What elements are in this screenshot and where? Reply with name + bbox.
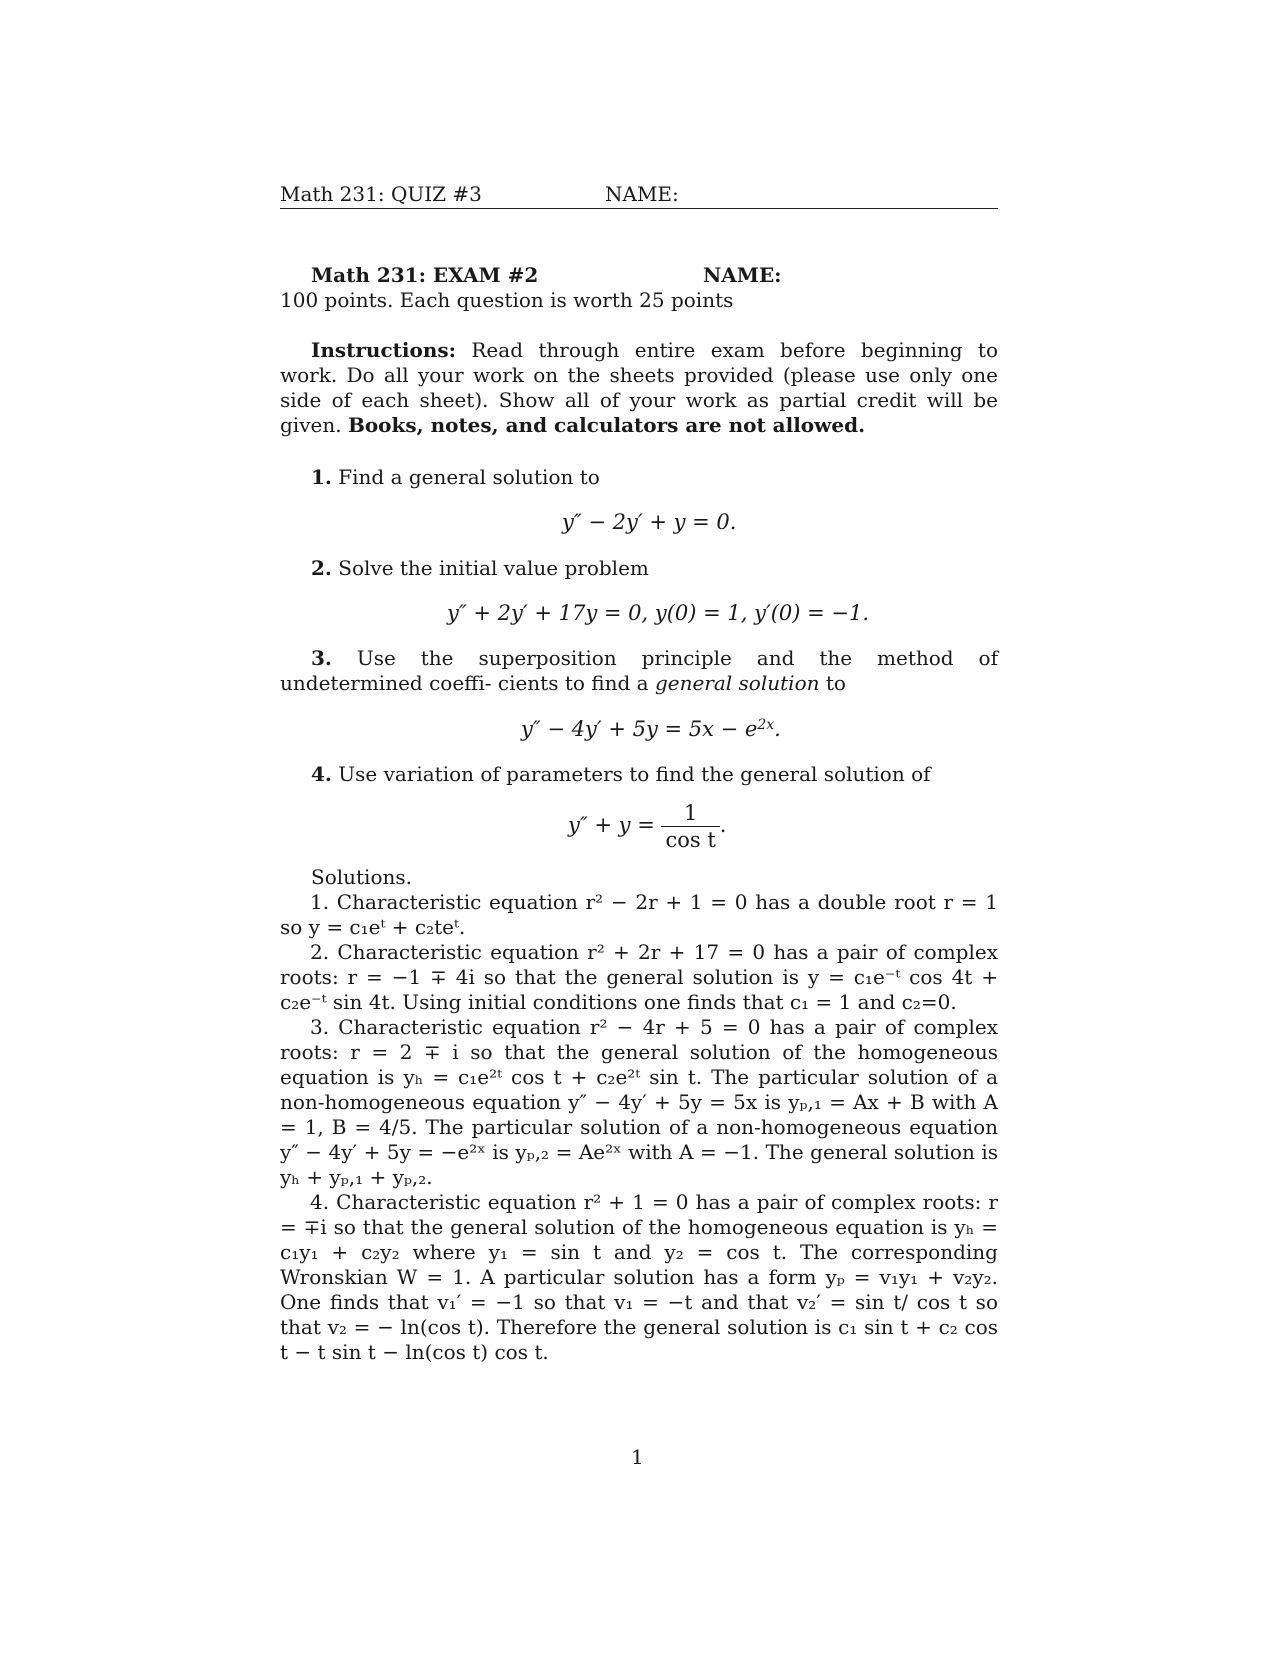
- question-3: 3. Use the superposition principle and the method of undetermined coeffi- cients to find a general solution to: [280, 646, 998, 695]
- exam-name-label: NAME:: [703, 263, 782, 287]
- solution-3: 3. Characteristic equation r² − 4r + 5 = 0 has a pair of complex roots: r = 2 ∓ i so that the general solution of the homogeneous equation is yₕ = c₁e²ᵗ cos t + c₂e²ᵗ sin t. The particular solution of a non-homogeneous equation y″ − 4y′ + 5y = 5x is yₚ,₁ = Ax + B with A = 1, B = 4/5. The particular solution of a non-homogeneous equation y″ − 4y′ + 5y = −e²ˣ is yₚ,₂ = Ae²ˣ with A = −1. The general solution is yₕ + yₚ,₁ + yₚ,₂.: [280, 1015, 998, 1189]
- question-4: 4. Use variation of parameters to find the general solution of: [311, 762, 931, 786]
- fraction-numerator: 1: [683, 801, 698, 825]
- equation-2: y″ + 2y′ + 17y = 0, y(0) = 1, y′(0) = −1.: [447, 601, 870, 625]
- equation-1: y″ − 2y′ + y = 0.: [562, 510, 737, 534]
- instructions-bold: Books, notes, and calculators are not allowed.: [347, 413, 866, 437]
- instructions-text: Read through entire exam before beginning to work. Do all your work on the sheets provided (please use only one side of each sheet). Show all of your work as partial credit will be given.: [280, 338, 998, 437]
- exam-title: Math 231: EXAM #2: [311, 263, 539, 287]
- solution-4: 4. Characteristic equation r² + 1 = 0 has a pair of complex roots: r = ∓i so that the general solution of the homogeneous equation is yₕ = c₁y₁ + c₂y₂ where y₁ = sin t and y₂ = cos t. The corresponding Wronskian W = 1. A particular solution has a form yₚ = v₁y₁ + v₂y₂. One finds that v₁′ = −1 so that v₁ = −t and that v₂′ = sin t/ cos t so that v₂ = − ln(cos t). Therefore the general solution is c₁ sin t + c₂ cos t − t sin t − ln(cos t) cos t.: [280, 1190, 998, 1364]
- equation-4: [568, 800, 726, 853]
- instructions-label: Instructions:: [311, 338, 457, 362]
- question-number: 2: [311, 556, 325, 580]
- header-name-label: NAME:: [605, 182, 679, 206]
- equation-3: $y'' - 4y' + 5y = 5x - e^{2x}$.: [521, 717, 781, 741]
- page-number: 1: [631, 1445, 644, 1469]
- exam-points: 100 points. Each question is worth 25 points: [280, 288, 734, 312]
- solutions: [280, 865, 998, 1365]
- question-number: 4: [311, 762, 325, 786]
- solution-1: 1. Characteristic equation r² − 2r + 1 = 0 has a double root r = 1 so y = c₁eᵗ + c₂teᵗ.: [280, 890, 998, 939]
- question-2: 2. Solve the initial value problem: [311, 556, 649, 580]
- header-rule: [280, 208, 998, 209]
- header-course: Math 231: QUIZ #3: [280, 182, 482, 206]
- question-text: Use variation of parameters to find the general solution of: [338, 762, 931, 786]
- question-text-end: to: [825, 671, 846, 695]
- question-text: Solve the initial value problem: [338, 556, 649, 580]
- question-text: Use the superposition principle and the method of undetermined coeffi- cients to find a: [280, 646, 998, 695]
- question-emphasis: general solution: [654, 671, 820, 695]
- solution-2: 2. Characteristic equation r² + 2r + 17 = 0 has a pair of complex roots: r = −1 ∓ 4i so that the general solution is y = c₁e⁻ᵗ cos 4t + c₂e⁻ᵗ sin 4t. Using initial conditions one finds that c₁ = 1 and c₂=0.: [280, 940, 998, 1014]
- equation-lhs: y″ + y =: [568, 813, 655, 837]
- fraction: [661, 800, 719, 853]
- solutions-heading: Solutions.: [311, 865, 412, 889]
- question-1: 1. Find a general solution to: [311, 465, 600, 489]
- question-number: 1: [311, 465, 325, 489]
- equation-end: .: [719, 813, 727, 837]
- instructions: [280, 338, 998, 438]
- fraction-denominator: cos t: [661, 826, 719, 853]
- question-text: Find a general solution to: [338, 465, 600, 489]
- question-number: 3: [311, 646, 325, 670]
